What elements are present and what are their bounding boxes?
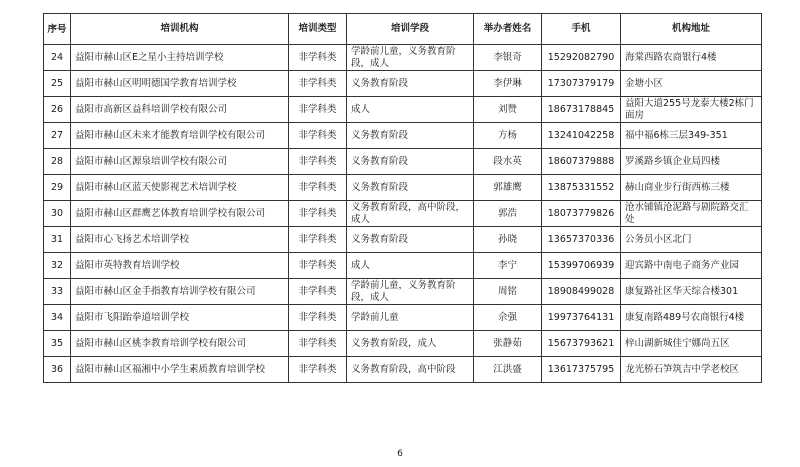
cell-address: 康复南路489号农商银行4楼 <box>621 305 762 331</box>
cell-institution: 益阳市赫山区桃李教育培训学校有限公司 <box>71 331 289 357</box>
cell-index: 25 <box>44 71 71 97</box>
cell-phone: 13657370336 <box>542 227 621 253</box>
cell-organizer: 孙晓 <box>474 227 542 253</box>
cell-institution: 益阳市高新区益科培训学校有限公司 <box>71 97 289 123</box>
cell-organizer: 佘强 <box>474 305 542 331</box>
cell-organizer: 李伊琳 <box>474 71 542 97</box>
cell-address: 沧水铺镇沧泥路与剧院路交汇处 <box>621 201 762 227</box>
cell-type: 非学科类 <box>289 149 347 175</box>
table-row <box>44 97 762 123</box>
cell-address: 金塘小区 <box>621 71 762 97</box>
cell-address: 福中福6栋三层349-351 <box>621 123 762 149</box>
cell-address: 康复路社区华天综合楼301 <box>621 279 762 305</box>
cell-stage: 义务教育阶段，高中阶段，成人 <box>347 201 474 227</box>
cell-institution: 益阳市心飞扬艺术培训学校 <box>71 227 289 253</box>
table-row <box>44 149 762 175</box>
cell-type: 非学科类 <box>289 45 347 71</box>
header-institution: 培训机构 <box>71 14 289 45</box>
cell-organizer: 周铭 <box>474 279 542 305</box>
cell-institution: 益阳市赫山区蓝天使影视艺术培训学校 <box>71 175 289 201</box>
table-row <box>44 175 762 201</box>
cell-type: 非学科类 <box>289 71 347 97</box>
cell-organizer: 李银奇 <box>474 45 542 71</box>
cell-index: 36 <box>44 357 71 383</box>
cell-stage: 义务教育阶段，成人 <box>347 331 474 357</box>
cell-stage: 义务教育阶段 <box>347 149 474 175</box>
cell-stage: 学龄前儿童，义务教育阶段，成人 <box>347 279 474 305</box>
cell-index: 29 <box>44 175 71 201</box>
cell-stage: 学龄前儿童 <box>347 305 474 331</box>
cell-index: 34 <box>44 305 71 331</box>
cell-stage: 义务教育阶段 <box>347 71 474 97</box>
cell-address: 罗溪路乡镇企业局四楼 <box>621 149 762 175</box>
cell-organizer: 段水英 <box>474 149 542 175</box>
cell-type: 非学科类 <box>289 357 347 383</box>
table-row <box>44 227 762 253</box>
cell-address: 赫山商业步行街西栋三楼 <box>621 175 762 201</box>
cell-organizer: 刘赞 <box>474 97 542 123</box>
header-index: 序号 <box>44 14 71 45</box>
cell-institution: 益阳市赫山区金手指教育培训学校有限公司 <box>71 279 289 305</box>
cell-phone: 15292082790 <box>542 45 621 71</box>
cell-index: 32 <box>44 253 71 279</box>
cell-type: 非学科类 <box>289 201 347 227</box>
table-row <box>44 331 762 357</box>
cell-stage: 成人 <box>347 97 474 123</box>
cell-phone: 15399706939 <box>542 253 621 279</box>
cell-index: 24 <box>44 45 71 71</box>
cell-organizer: 方杨 <box>474 123 542 149</box>
cell-organizer: 李宁 <box>474 253 542 279</box>
header-address: 机构地址 <box>621 14 762 45</box>
cell-institution: 益阳市英特教育培训学校 <box>71 253 289 279</box>
cell-phone: 19973764131 <box>542 305 621 331</box>
cell-address: 益阳大道255号龙泰大楼2栋门面房 <box>621 97 762 123</box>
cell-phone: 13241042258 <box>542 123 621 149</box>
cell-institution: 益阳市赫山区群鹰艺体教育培训学校有限公司 <box>71 201 289 227</box>
header-phone: 手机 <box>542 14 621 45</box>
cell-institution: 益阳市赫山区源泉培训学校有限公司 <box>71 149 289 175</box>
table-row <box>44 305 762 331</box>
cell-type: 非学科类 <box>289 227 347 253</box>
table-row <box>44 201 762 227</box>
cell-type: 非学科类 <box>289 331 347 357</box>
cell-stage: 成人 <box>347 253 474 279</box>
cell-index: 35 <box>44 331 71 357</box>
table-row <box>44 71 762 97</box>
cell-address: 梓山湖新城佳宁娜尚五区 <box>621 331 762 357</box>
cell-address: 龙光桥石笋筑吉中学老校区 <box>621 357 762 383</box>
cell-index: 26 <box>44 97 71 123</box>
cell-stage: 学龄前儿童，义务教育阶段，成人 <box>347 45 474 71</box>
cell-institution: 益阳市赫山区福湘中小学生素质教育培训学校 <box>71 357 289 383</box>
cell-type: 非学科类 <box>289 123 347 149</box>
cell-index: 28 <box>44 149 71 175</box>
table-row <box>44 279 762 305</box>
cell-phone: 18607379888 <box>542 149 621 175</box>
cell-organizer: 郭浩 <box>474 201 542 227</box>
page-number: 6 <box>397 449 403 459</box>
header-row <box>44 14 762 45</box>
cell-address: 海棠西路农商银行4楼 <box>621 45 762 71</box>
cell-organizer: 郭雄鹰 <box>474 175 542 201</box>
table-row <box>44 45 762 71</box>
header-type: 培训类型 <box>289 14 347 45</box>
cell-phone: 17307379179 <box>542 71 621 97</box>
institution-table <box>43 13 762 383</box>
cell-phone: 18673178845 <box>542 97 621 123</box>
cell-address: 公务员小区北门 <box>621 227 762 253</box>
cell-type: 非学科类 <box>289 97 347 123</box>
cell-institution: 益阳市飞阳跆拳道培训学校 <box>71 305 289 331</box>
cell-phone: 18073779826 <box>542 201 621 227</box>
cell-index: 27 <box>44 123 71 149</box>
cell-phone: 13617375795 <box>542 357 621 383</box>
header-organizer: 举办者姓名 <box>474 14 542 45</box>
cell-stage: 义务教育阶段 <box>347 123 474 149</box>
cell-index: 31 <box>44 227 71 253</box>
cell-institution: 益阳市赫山区明明德国学教育培训学校 <box>71 71 289 97</box>
cell-stage: 义务教育阶段，高中阶段 <box>347 357 474 383</box>
cell-index: 30 <box>44 201 71 227</box>
cell-organizer: 江洪盛 <box>474 357 542 383</box>
cell-stage: 义务教育阶段 <box>347 227 474 253</box>
cell-institution: 益阳市赫山区E之星小主持培训学校 <box>71 45 289 71</box>
table-row <box>44 253 762 279</box>
cell-institution: 益阳市赫山区未来才能教育培训学校有限公司 <box>71 123 289 149</box>
cell-stage: 义务教育阶段 <box>347 175 474 201</box>
table-body <box>44 45 762 383</box>
cell-type: 非学科类 <box>289 279 347 305</box>
cell-type: 非学科类 <box>289 253 347 279</box>
table-row <box>44 357 762 383</box>
table-row <box>44 123 762 149</box>
cell-type: 非学科类 <box>289 175 347 201</box>
cell-phone: 15673793621 <box>542 331 621 357</box>
cell-index: 33 <box>44 279 71 305</box>
cell-type: 非学科类 <box>289 305 347 331</box>
cell-organizer: 张静茹 <box>474 331 542 357</box>
header-stage: 培训学段 <box>347 14 474 45</box>
cell-phone: 13875331552 <box>542 175 621 201</box>
cell-address: 迎宾路中南电子商务产业园 <box>621 253 762 279</box>
cell-phone: 18908499028 <box>542 279 621 305</box>
